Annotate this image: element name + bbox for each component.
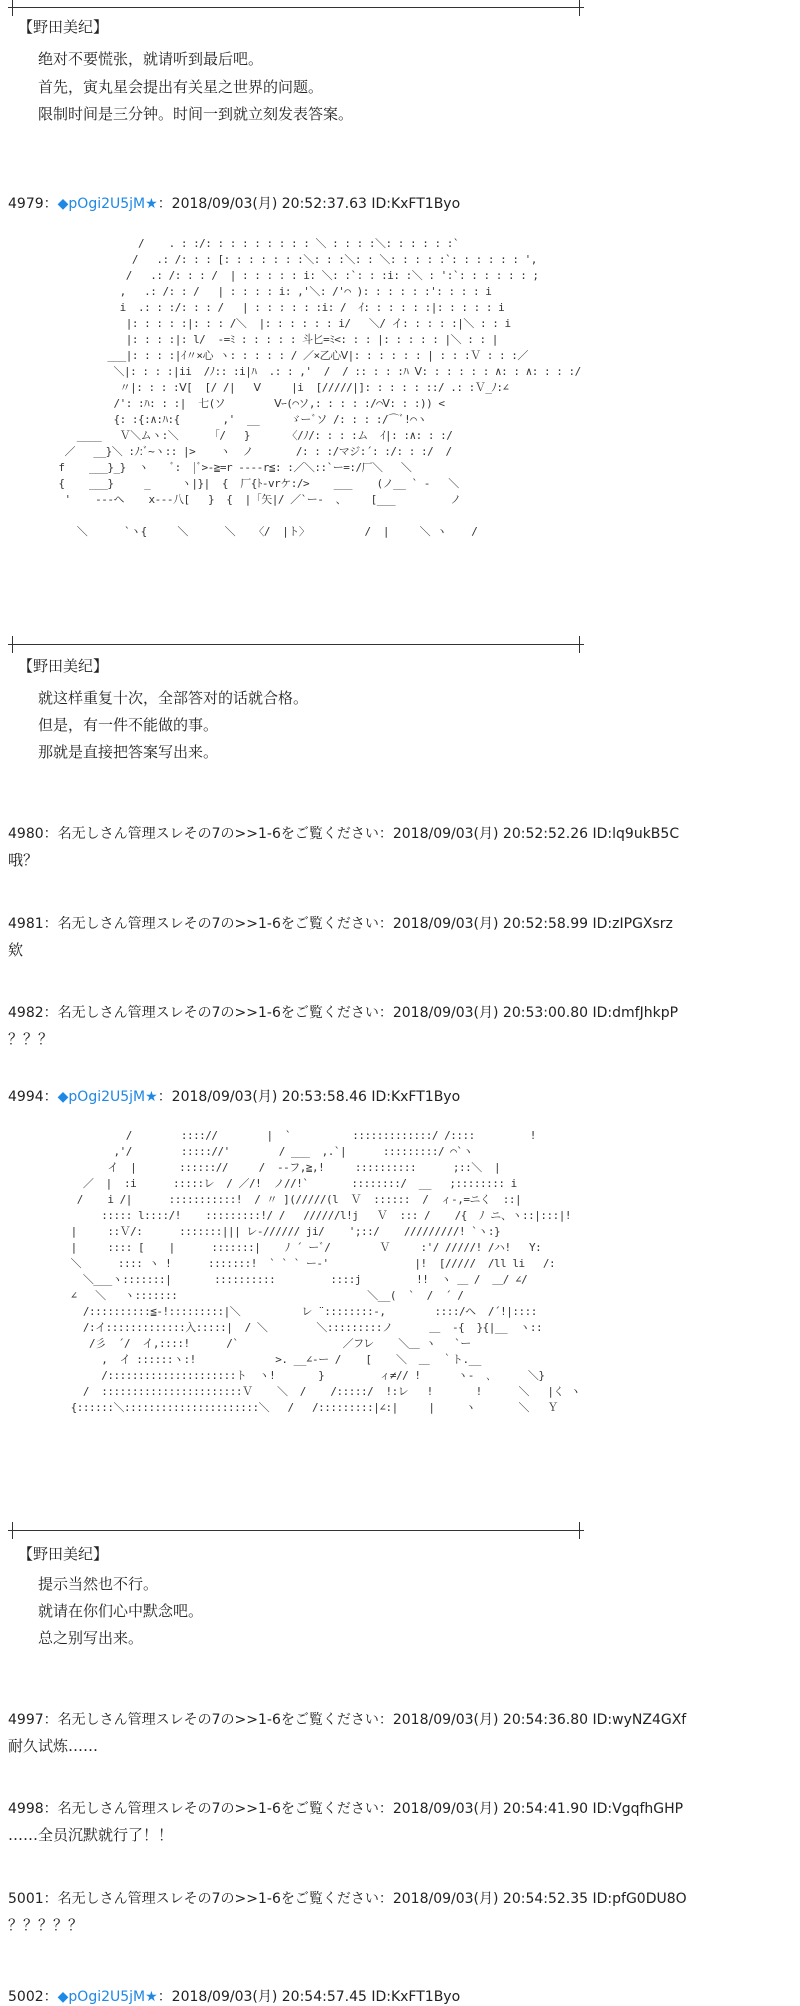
post-header: 4997：名无しさん管理スレその7の>>1-6をご覧ください：2018/09/03(月) 20:54:36.80 ID:wyNZ4GXf bbox=[8, 1712, 687, 1728]
post-number[interactable]: 4979： bbox=[8, 196, 58, 212]
section-divider bbox=[8, 7, 584, 8]
post-header: 4980：名无しさん管理スレその7の>>1-6をご覧ください：2018/09/03(月) 20:52:52.26 ID:lq9ukB5C bbox=[8, 826, 680, 842]
narration-line: 绝对不要慌张，就请听到最后吧。 bbox=[38, 50, 264, 68]
post-body: ？？？ bbox=[8, 1030, 54, 1048]
divider-cap bbox=[579, 1522, 580, 1539]
narration-line: 提示当然也不行。 bbox=[38, 1575, 159, 1593]
section-divider bbox=[8, 644, 584, 645]
narration-line: 首先，寅丸星会提出有关星之世界的问题。 bbox=[38, 78, 324, 96]
post-header: 5001：名无しさん管理スレその7の>>1-6をご覧ください：2018/09/03(月) 20:54:52.35 ID:pfG0DU8O bbox=[8, 1891, 687, 1907]
post-header: 4981：名无しさん管理スレその7の>>1-6をご覧ください：2018/09/03(月) 20:52:58.99 ID:zIPGXsrz bbox=[8, 916, 673, 932]
post-body: 耐久试炼…… bbox=[8, 1737, 99, 1755]
star-icon: ★ bbox=[145, 196, 158, 212]
speaker-name: 【野田美纪】 bbox=[18, 657, 109, 675]
speaker-name: 【野田美纪】 bbox=[18, 1545, 109, 1563]
post-header bbox=[8, 193, 460, 213]
divider-cap bbox=[12, 1522, 13, 1539]
post-body: 欸 bbox=[8, 941, 24, 959]
narration-line: 那就是直接把答案写出来。 bbox=[38, 743, 219, 761]
star-icon: ★ bbox=[145, 1989, 158, 2005]
post-body: 哦？ bbox=[8, 851, 39, 869]
post-meta: ：2018/09/03(月) 20:54:57.45 ID:KxFT1Byo bbox=[157, 1989, 461, 2005]
narration-line: 但是，有一件不能做的事。 bbox=[38, 716, 219, 734]
poster-trip[interactable]: ◆pOgi2U5jM bbox=[57, 1089, 146, 1105]
post-body: ？？？？？ bbox=[8, 1916, 84, 1934]
post-header bbox=[8, 1986, 460, 2006]
narration-line: 就请在你们心中默念吧。 bbox=[38, 1602, 204, 1620]
narration-line: 就这样重复十次，全部答对的话就合格。 bbox=[38, 689, 309, 707]
post-meta: ：2018/09/03(月) 20:53:58.46 ID:KxFT1Byo bbox=[157, 1089, 461, 1105]
post-number[interactable]: 4994： bbox=[8, 1089, 58, 1105]
section-divider bbox=[8, 1530, 584, 1531]
ascii-art: / ::::// | ` :::::::::::::/ /:::: ! ,'/ ::::://' / ___ ,.`| :::::::::/ ⌒`ヽ イ | ::::::// / ‐‐フ,≧,! :::::::::: ;::＼ | ／ | :i :::::レ / ／/! ノ//!` ::::::::/ __ ;:::::::: i / i /| :::::::::::! / 〃 ](/////(l Ｖ :::::: / ィ-,=ニく ::| ::::: l::::/! :::::::::!/ / //////l!j Ｖ ::: / /{ ﾉ ニ、ヽ::|:::|! | ::Ｖ/: :::::::||| レ-////// ji/ ';::/ /////////! `ヽ:} | :::: [ | :::::::| ﾉ ´ ーﾞ/ Ｖ :'/ /////! /ハ! Y: ＼ :::: ヽ ! :::::::! ` ` ` ー‐' |! [///// /ll li /: ＼___ヽ:::::::| :::::::::: ::::j !! ヽ ＿ / ＿/ ∠/ ∠ ＼ ヽ::::::: ＼__( ` / ´ / /::::::::::≦-!:::::::::|＼ レ ¨::::::::-, ::::/ヘ /´!|:::: /:イ:::::::::::::入:::::| / ＼ ＼:::::::::ノ ＿ -{ }{|__ ヽ:: /彡 ´/ イ,::::! /` ／フレ ＼＿ ヽ `ー , イ ::::::ヽ:! >. __∠‐ー / [ ＼ ＿ ｀ト.__ /:::::::::::::::::::::ト ヽ! } ィ≠// ! ヽ- ､ ＼} / :::::::::::::::::::::::Ｖ ＼ / /:::::/ !:レ ! ! ＼ |く ヽ {::::::＼::::::::::::::::::::::＼ / /:::::::::|∠:| | ヽ ＼ Ｙ bbox=[70, 1129, 581, 1414]
post-header: 4982：名无しさん管理スレその7の>>1-6をご覧ください：2018/09/03(月) 20:53:00.80 ID:dmfJhkpP bbox=[8, 1005, 679, 1021]
post-header bbox=[8, 1086, 460, 1106]
divider-cap bbox=[579, 0, 580, 16]
narration-line: 总之别写出来。 bbox=[38, 1629, 144, 1647]
post-meta: ：2018/09/03(月) 20:52:37.63 ID:KxFT1Byo bbox=[157, 196, 461, 212]
star-icon: ★ bbox=[145, 1089, 158, 1105]
poster-trip[interactable]: ◆pOgi2U5jM bbox=[57, 1989, 146, 2005]
post-body: ……全员沉默就行了！！ bbox=[8, 1826, 174, 1844]
speaker-name: 【野田美纪】 bbox=[18, 18, 109, 36]
divider-cap bbox=[579, 636, 580, 653]
post-header: 4998：名无しさん管理スレその7の>>1-6をご覧ください：2018/09/03(月) 20:54:41.90 ID:VgqfhGHP bbox=[8, 1801, 684, 1817]
post-number[interactable]: 5002： bbox=[8, 1989, 58, 2005]
divider-cap bbox=[12, 636, 13, 653]
ascii-art: / . : :/: : : : : : : : : ＼ : : : :＼: : : : : :` / .: /: : : [: : : : : : :＼: : :＼: : ＼: : : : :`: : : : : : ', / .: /: : : / | : : : : : i: ＼: :`: : :i: :＼ : ':`: : : : : : ; , .: /: : / | : : : : i: ,'＼: /'⌒ ): : : : : :': : : : i i .: : :/: : : / | : : : : : :i: / ｲ: : : : : :|: : : : : i |: : : : :|: : : /＼ |: : : : : : i/ ＼/ イ: : : : :|＼ : : i |: : : :|: l/ -=ﾐ : : : : : 斗匕=ﾐ<: : : |: : : : : |＼ : : | ___|: : : :|ｲ〃×心 ヽ: : : : : / ／×乙心Ⅴ|: : : : : : | : : :Ｖ : : :／ ＼|: : : :|ii /ﾉ:: :i|ﾊ .: : ,' / / :: : : :ﾊ Ⅴ: : : : : : ∧: : ∧: : : :/ 〃|: : : :Ⅴ[ [/ /| Ⅴ |i [/////|]: : : : : ::/ .: :Ｖ_ﾉ:∠ /': :ﾊ: : :| 七(ソ Ⅴｰ(⌒ソ,: : : : :/⌒Ⅴ: : :)) < {: :{:∧:ﾊ:{ ,' __ ゞーﾞソ /: : : :/⌒ﾞ!⌒ヽ ____ Ｖ＼ムヽ:＼ 「/ } 〈/ﾉ/: : : :ム ｲ|: :∧: : :/ ／ __}＼ :ﾉ:ﾞ~ヽ:: |> ヽ ノ /: : :/マジ:´: :/: : :/ / f ___}_} ヽ ﾞ: |ﾞ>-≧=r ----r≦: :／＼::`ー=:/厂＼ ＼ { ___} _ ヽ|}| { 厂{ﾄ-vrケ:/> ___ (ノ__ ` - ＼ ' ---ヘ x---八[ } { |「矢|/ ／`ー- 、 [___ ノ ＼ `ヽ{ ＼ ＼ 〈/ |ト〉 / | ＼ ヽ / bbox=[58, 237, 581, 538]
divider-cap bbox=[12, 0, 13, 16]
poster-trip[interactable]: ◆pOgi2U5jM bbox=[57, 196, 146, 212]
narration-line: 限制时间是三分钟。时间一到就立刻发表答案。 bbox=[38, 105, 354, 123]
